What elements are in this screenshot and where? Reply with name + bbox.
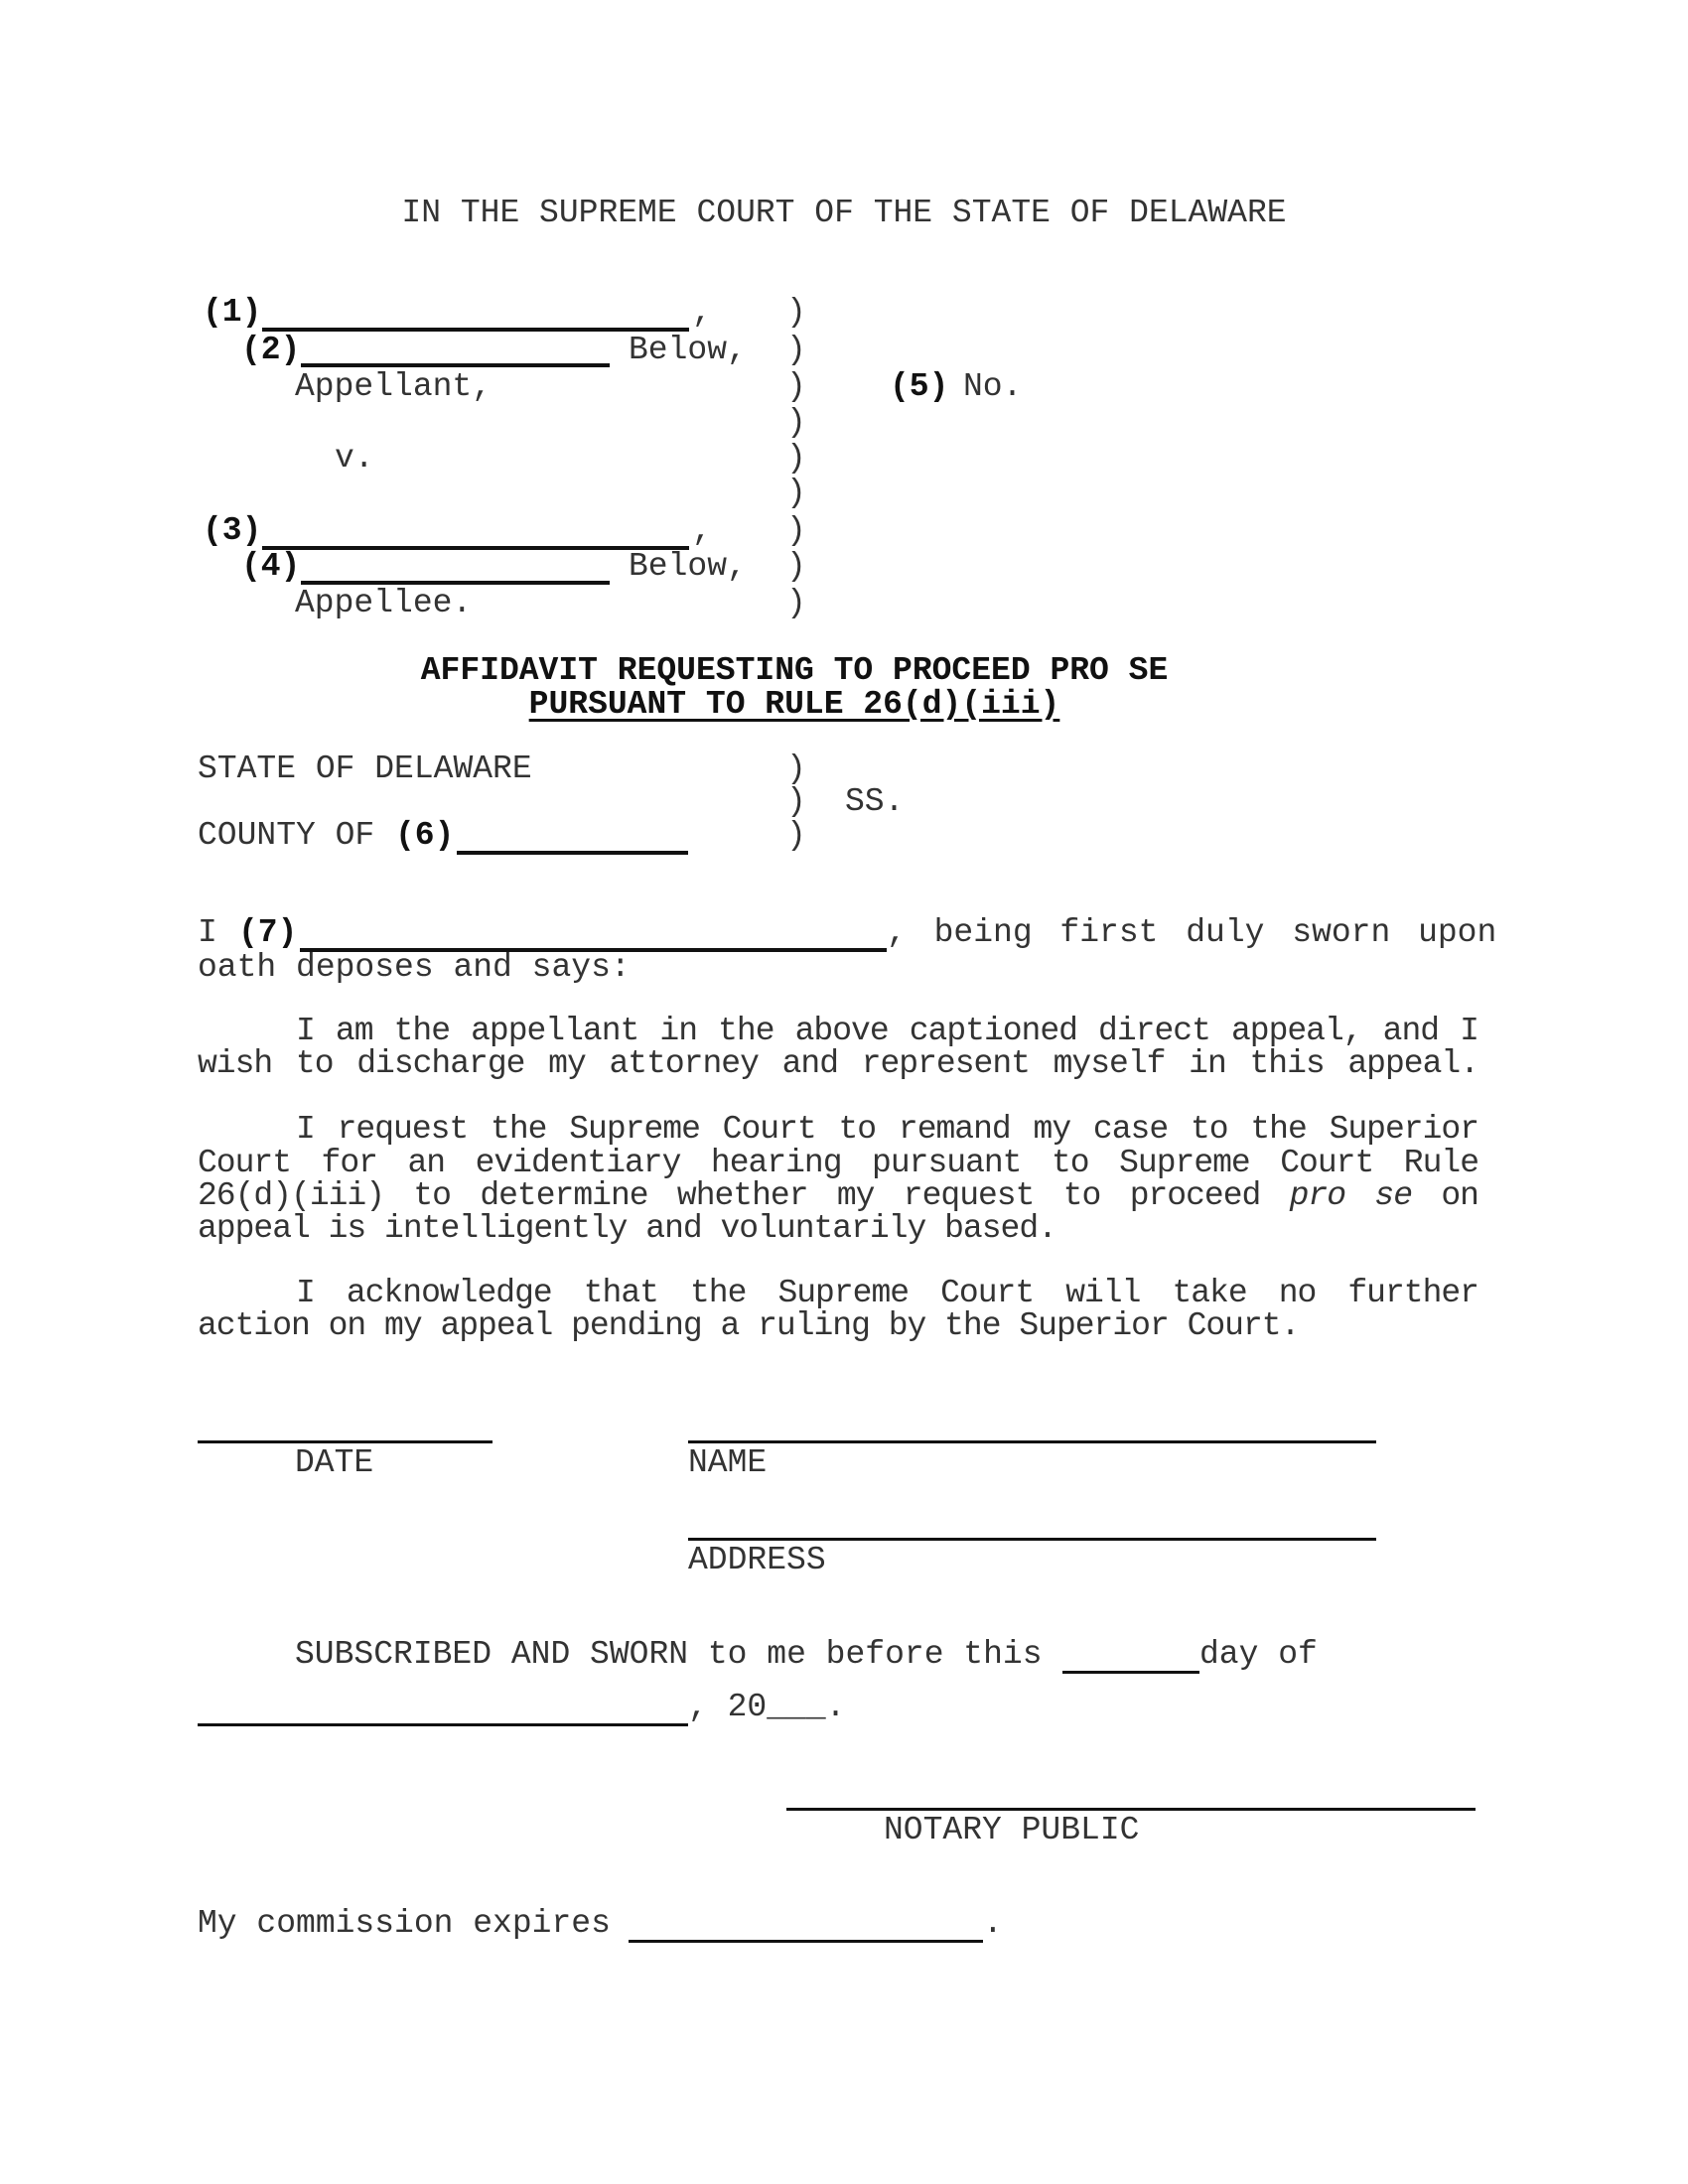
- affidavit-title-line2-text: PURSUANT TO RULE 26(d)(iii): [528, 686, 1060, 723]
- caption-paren: ): [786, 548, 806, 585]
- address-label: ADDRESS: [688, 1542, 826, 1578]
- paragraph-2-line3: [198, 1178, 1478, 1214]
- county-label: COUNTY OF: [198, 817, 375, 854]
- below-label: Below,: [629, 548, 747, 585]
- sworn-text: SUBSCRIBED AND SWORN to me before this: [295, 1636, 1043, 1673]
- appellant-role-below-blank[interactable]: [301, 363, 610, 367]
- address-blank[interactable]: [688, 1538, 1376, 1541]
- p2-line3-a: 26(d)(iii) to determine whether my request to proceed: [198, 1177, 1261, 1214]
- marker-2: (2): [241, 332, 301, 368]
- name-label: NAME: [688, 1444, 768, 1481]
- p2-line3-b: on: [1441, 1177, 1478, 1214]
- date-blank[interactable]: [198, 1440, 492, 1443]
- paragraph-3-line1: I acknowledge that the Supreme Court will take no further: [296, 1275, 1478, 1311]
- notary-public-label: NOTARY PUBLIC: [884, 1812, 1140, 1848]
- appellant-name-blank[interactable]: [262, 328, 689, 332]
- comma: ,: [692, 512, 712, 549]
- ss-label: SS.: [845, 783, 905, 820]
- caption-paren: ): [786, 404, 806, 441]
- state-label: STATE OF DELAWARE: [198, 751, 532, 787]
- appellee-name-blank[interactable]: [262, 546, 689, 550]
- caption-paren: ): [786, 585, 806, 621]
- name-blank[interactable]: [688, 1440, 1376, 1443]
- commission-text: My commission expires: [198, 1905, 611, 1942]
- caption-paren: ): [786, 294, 806, 331]
- month-blank[interactable]: [198, 1723, 688, 1726]
- case-no-label: No.: [963, 368, 1023, 405]
- venue-paren: ): [786, 751, 806, 787]
- paragraph-3-line2: action on my appeal pending a ruling by the Superior Court.: [198, 1307, 1300, 1344]
- appellant-label: Appellant,: [295, 368, 492, 405]
- marker-5: (5): [890, 368, 949, 405]
- day-blank[interactable]: [1062, 1671, 1199, 1674]
- caption-paren: ): [786, 475, 806, 511]
- commission-expiry-blank[interactable]: [629, 1940, 983, 1943]
- caption-paren: ): [786, 512, 806, 549]
- county-blank[interactable]: [457, 851, 688, 855]
- below-label: Below,: [629, 332, 747, 368]
- paragraph-2-line1: I request the Supreme Court to remand my case to the Superior: [296, 1111, 1478, 1148]
- notary-signature-blank[interactable]: [786, 1808, 1476, 1811]
- appellee-label: Appellee.: [295, 585, 473, 621]
- affidavit-title-line2: [0, 687, 1638, 723]
- day-of-label: day of: [1199, 1636, 1318, 1673]
- year-text: , 20___.: [688, 1689, 846, 1725]
- paragraph-1-line1: I am the appellant in the above captioned direct appeal, and I: [296, 1013, 1478, 1049]
- venue-paren: ): [786, 783, 806, 820]
- marker-4: (4): [241, 548, 301, 585]
- pro-se-italic: pro se: [1289, 1177, 1413, 1214]
- oath-suffix: , being first duly sworn upon: [887, 914, 1497, 951]
- marker-1: (1): [203, 294, 262, 331]
- court-title: IN THE SUPREME COURT OF THE STATE OF DELAWARE: [401, 195, 1287, 231]
- caption-paren: ): [786, 440, 806, 477]
- marker-7: (7): [238, 914, 298, 951]
- commission-period: .: [983, 1905, 1003, 1942]
- marker-3: (3): [203, 512, 262, 549]
- marker-6: (6): [395, 817, 455, 854]
- paragraph-2-line4: appeal is intelligently and voluntarily based.: [198, 1210, 1056, 1247]
- paragraph-2-line2: Court for an evidentiary hearing pursuant to Supreme Court Rule: [198, 1145, 1478, 1181]
- versus: v.: [335, 440, 374, 477]
- comma: ,: [692, 294, 712, 331]
- caption-paren: ): [786, 368, 806, 405]
- date-label: DATE: [295, 1444, 374, 1481]
- oath-prefix: I: [198, 914, 217, 951]
- oath-line2: oath deposes and says:: [198, 949, 631, 986]
- paragraph-1-line2: wish to discharge my attorney and represent myself in this appeal.: [198, 1045, 1478, 1082]
- caption-paren: ): [786, 332, 806, 368]
- venue-paren: ): [786, 817, 806, 854]
- affidavit-title-line1: AFFIDAVIT REQUESTING TO PROCEED PRO SE: [420, 652, 1169, 689]
